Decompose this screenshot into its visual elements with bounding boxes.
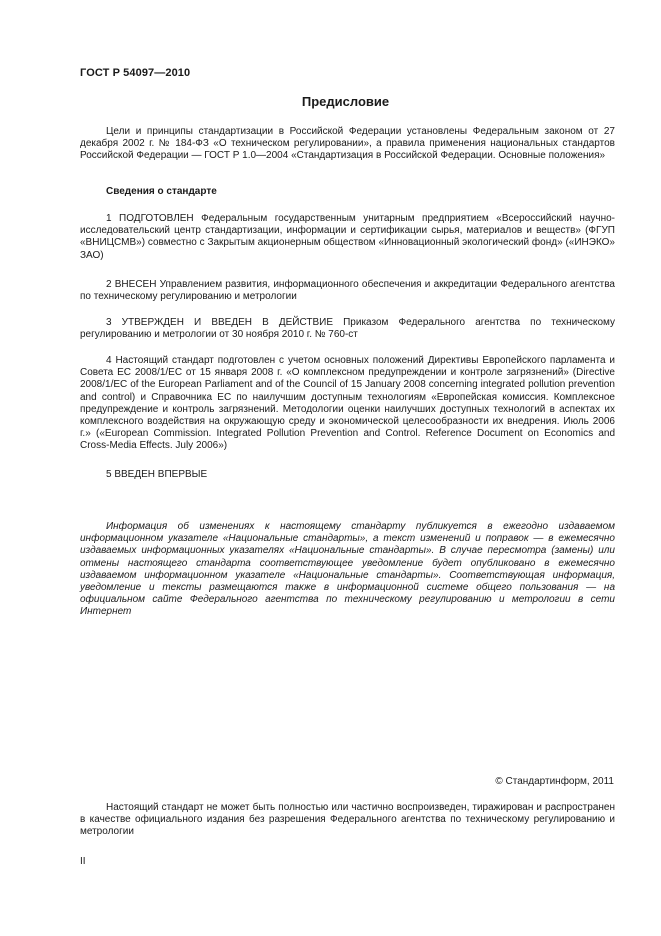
intro-paragraph: Цели и принципы стандартизации в Российской Федерации установлены Федеральным законом от 27 декабря 2002 г. № 184-ФЗ «О техническом регулировании», а правила применения национальных стандартов Российской Федерации — ГОСТ Р 1.0—2004 «Стандартизация в Российской Федерации. Основные положения» (80, 126, 615, 162)
amendments-notice: Информация об изменениях к настоящему стандарту публикуется в ежегодно издаваемом информационном указателе «Национальные стандарты», а текст изменений и поправок — в ежемесячно издаваемых информационных указателях «Национальные стандарты». В случае пересмотра (замены) или отмены настоящего стандарта соответствующее уведомление будет опубликовано в ежемесячно издаваемом информационном указателе «Национальные стандарты». Соответствующая информация, уведомление и тексты размещаются также в информационной системе общего пользования — на официальном сайте Федерального агентства по техническому регулированию и метрологии в сети Интернет (80, 521, 615, 618)
list-item-1: 1 ПОДГОТОВЛЕН Федеральным государственным унитарным предприятием «Всероссийский научно-исследовательский центр стандартизации, информации и сертификации сырья, материалов и веществ» (ФГУП «ВНИЦСМВ») совместно с Закрытым акционерным обществом «Инновационный экологический фонд» («ИНЭКО» ЗАО) (80, 213, 615, 261)
copyright-line: © Стандартинформ, 2011 (495, 776, 614, 787)
list-item-4: 4 Настоящий стандарт подготовлен с учетом основных положений Директивы Европейского парламента и Совета ЕС 2008/1/ЕС от 15 января 2008 г. «О комплексном предупреждении и контроле загрязнений» (Directive 2008/1/EC of the European Parliament and of the Council of 15 January 2008 concerning integrated pollution prevention and control) и Справочника ЕС по наилучшим доступным технологиям «Европейская комиссия. Комплексное предупреждение и контроль загрязнений. Методологии оценки наилучших доступных технологий в аспектах их комплексного воздействия на окружающую среду и экономической целесообразности их внедрения. Июль 2006 г.» («European Commission. Integrated Pollution Prevention and Control. Reference Document on Economics and Cross-Media Effects. July 2006») (80, 355, 615, 452)
page-title: Предисловие (301, 94, 390, 109)
section-heading: Сведения о стандарте (106, 186, 217, 197)
list-item-2: 2 ВНЕСЕН Управлением развития, информационного обеспечения и аккредитации Федерального агентства по техническому регулированию и метрологии (80, 279, 615, 303)
page-number: II (80, 856, 86, 867)
document-id-header: ГОСТ Р 54097—2010 (80, 67, 191, 79)
list-item-5: 5 ВВЕДЕН ВПЕРВЫЕ (106, 469, 208, 480)
reproduction-notice: Настоящий стандарт не может быть полностью или частично воспроизведен, тиражирован и распространен в качестве официального издания без разрешения Федерального агентства по техническому регулированию и метрологии (80, 802, 615, 838)
list-item-3: 3 УТВЕРЖДЕН И ВВЕДЕН В ДЕЙСТВИЕ Приказом Федерального агентства по техническому регулированию и метрологии от 30 ноября 2010 г. № 760-ст (80, 317, 615, 341)
